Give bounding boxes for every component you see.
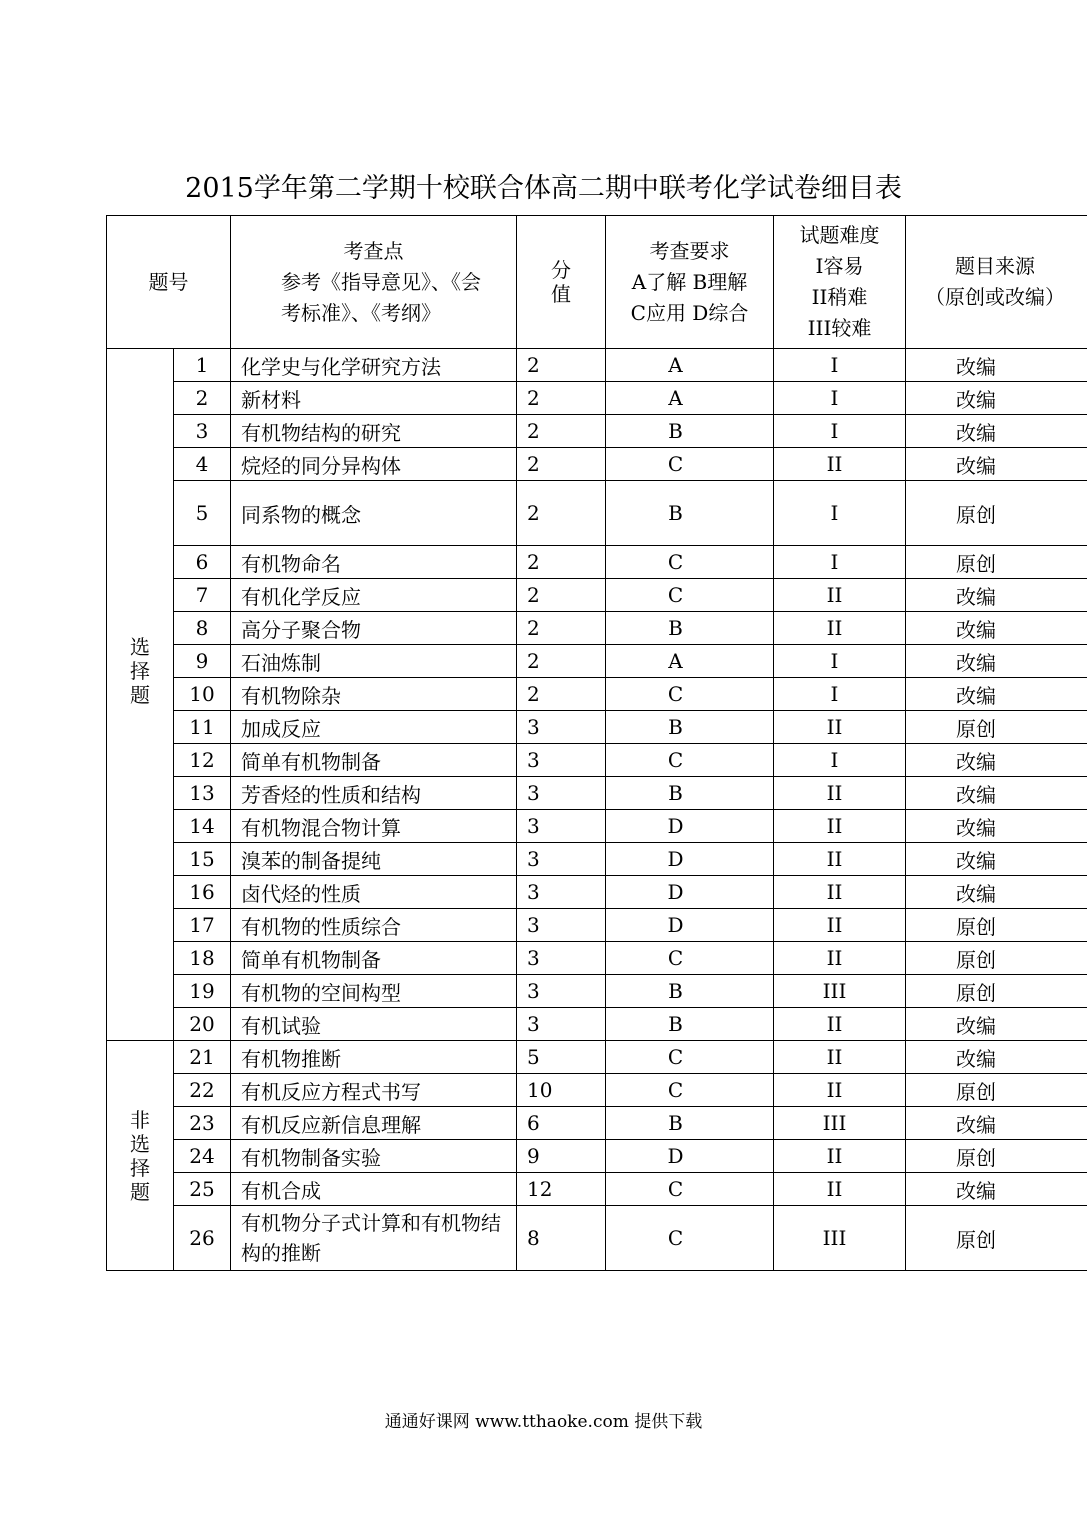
question-score: 3 — [517, 711, 606, 744]
question-source: 改编 — [906, 382, 1087, 415]
table-row — [107, 1173, 1087, 1206]
question-source: 改编 — [906, 777, 1087, 810]
question-source: 改编 — [906, 876, 1087, 909]
header-req-title: 考查要求 — [649, 238, 730, 263]
table-row — [107, 678, 1087, 711]
table-row — [107, 942, 1087, 975]
question-difficulty: III — [774, 1107, 906, 1140]
question-topic: 有机反应新信息理解 — [231, 1107, 517, 1140]
question-source: 改编 — [906, 349, 1087, 382]
question-number: 26 — [174, 1206, 231, 1271]
table-row — [107, 579, 1087, 612]
question-number: 2 — [174, 382, 231, 415]
question-requirement: D — [606, 876, 774, 909]
header-score — [517, 216, 606, 349]
question-difficulty: II — [774, 810, 906, 843]
question-topic: 烷烃的同分异构体 — [231, 448, 517, 481]
question-requirement: B — [606, 777, 774, 810]
question-requirement: D — [606, 909, 774, 942]
table-row — [107, 744, 1087, 777]
question-score: 2 — [517, 546, 606, 579]
table-row — [107, 1140, 1087, 1173]
question-score: 3 — [517, 810, 606, 843]
header-req-cd: C应用 D综合 — [630, 300, 749, 325]
question-requirement: D — [606, 843, 774, 876]
question-topic: 有机物制备实验 — [231, 1140, 517, 1173]
question-score: 2 — [517, 382, 606, 415]
table-row — [107, 349, 1087, 382]
question-number: 19 — [174, 975, 231, 1008]
question-topic: 有机试验 — [231, 1008, 517, 1041]
question-source: 原创 — [906, 975, 1087, 1008]
question-difficulty: II — [774, 1008, 906, 1041]
question-topic: 有机合成 — [231, 1173, 517, 1206]
question-source: 改编 — [906, 1008, 1087, 1041]
table-row — [107, 777, 1087, 810]
table-row — [107, 711, 1087, 744]
question-number: 11 — [174, 711, 231, 744]
question-source: 改编 — [906, 645, 1087, 678]
question-source: 原创 — [906, 1140, 1087, 1173]
question-topic: 芳香烃的性质和结构 — [231, 777, 517, 810]
question-number: 10 — [174, 678, 231, 711]
question-source: 原创 — [906, 711, 1087, 744]
question-topic: 卤代烃的性质 — [231, 876, 517, 909]
question-difficulty: III — [774, 1206, 906, 1271]
table-row — [107, 909, 1087, 942]
question-requirement: D — [606, 1140, 774, 1173]
question-topic: 有机物的空间构型 — [231, 975, 517, 1008]
header-topic-title: 考查点 — [343, 238, 404, 263]
question-topic: 简单有机物制备 — [231, 744, 517, 777]
table-row — [107, 612, 1087, 645]
question-requirement: C — [606, 1206, 774, 1271]
question-topic: 简单有机物制备 — [231, 942, 517, 975]
footer-credit: 通通好课网 www.tthaoke.com 提供下载 — [384, 1412, 703, 1432]
header-diff-easy: I容易 — [815, 254, 864, 278]
question-source: 改编 — [906, 612, 1087, 645]
header-requirement — [606, 216, 774, 349]
question-requirement: B — [606, 1008, 774, 1041]
header-src-options: （原创或改编） — [925, 285, 1065, 309]
header-topic-reference: 参考《指导意见》、《会考标准》、《考纲》 — [281, 269, 481, 325]
table-row — [107, 546, 1087, 579]
question-source: 改编 — [906, 1173, 1087, 1206]
question-requirement: C — [606, 1074, 774, 1107]
question-number: 15 — [174, 843, 231, 876]
question-topic: 新材料 — [231, 382, 517, 415]
question-score: 5 — [517, 1041, 606, 1074]
question-difficulty: II — [774, 579, 906, 612]
question-number: 4 — [174, 448, 231, 481]
question-difficulty: I — [774, 349, 906, 382]
header-diff-medium: II稍难 — [811, 285, 868, 309]
table-row — [107, 382, 1087, 415]
question-source: 改编 — [906, 415, 1087, 448]
question-score: 2 — [517, 645, 606, 678]
header-number — [107, 216, 231, 349]
question-source: 原创 — [906, 942, 1087, 975]
question-difficulty: III — [774, 975, 906, 1008]
header-number-label: 题号 — [148, 269, 189, 294]
header-req-ab: A了解 B理解 — [631, 269, 748, 294]
category-choice — [107, 349, 174, 1041]
question-number: 7 — [174, 579, 231, 612]
question-source: 改编 — [906, 810, 1087, 843]
question-score: 3 — [517, 777, 606, 810]
question-number: 14 — [174, 810, 231, 843]
question-difficulty: II — [774, 612, 906, 645]
question-score: 3 — [517, 1008, 606, 1041]
question-score: 12 — [517, 1173, 606, 1206]
question-topic: 溴苯的制备提纯 — [231, 843, 517, 876]
question-score: 3 — [517, 843, 606, 876]
question-topic: 有机物命名 — [231, 546, 517, 579]
question-number: 23 — [174, 1107, 231, 1140]
question-score: 10 — [517, 1074, 606, 1107]
question-difficulty: I — [774, 645, 906, 678]
header-src-title: 题目来源 — [955, 254, 1035, 278]
question-topic: 有机物结构的研究 — [231, 415, 517, 448]
question-topic: 有机物除杂 — [231, 678, 517, 711]
question-topic: 加成反应 — [231, 711, 517, 744]
question-number: 24 — [174, 1140, 231, 1173]
question-source: 改编 — [906, 579, 1087, 612]
question-source: 原创 — [906, 1074, 1087, 1107]
question-requirement: C — [606, 678, 774, 711]
question-score: 2 — [517, 415, 606, 448]
question-score: 3 — [517, 909, 606, 942]
table-row — [107, 843, 1087, 876]
question-topic: 有机物推断 — [231, 1041, 517, 1074]
question-number: 13 — [174, 777, 231, 810]
question-requirement: C — [606, 546, 774, 579]
question-requirement: D — [606, 810, 774, 843]
question-score: 9 — [517, 1140, 606, 1173]
question-difficulty: II — [774, 909, 906, 942]
table-header-row — [107, 216, 1087, 349]
question-requirement: B — [606, 415, 774, 448]
question-topic: 化学史与化学研究方法 — [231, 349, 517, 382]
question-requirement: B — [606, 1107, 774, 1140]
question-source: 改编 — [906, 448, 1087, 481]
question-score: 2 — [517, 481, 606, 546]
question-difficulty: II — [774, 711, 906, 744]
question-difficulty: II — [774, 876, 906, 909]
question-number: 16 — [174, 876, 231, 909]
question-score: 3 — [517, 942, 606, 975]
question-requirement: C — [606, 744, 774, 777]
header-difficulty — [774, 216, 906, 349]
question-number: 18 — [174, 942, 231, 975]
question-difficulty: II — [774, 942, 906, 975]
table-row — [107, 810, 1087, 843]
question-difficulty: I — [774, 415, 906, 448]
question-requirement: C — [606, 579, 774, 612]
question-score: 3 — [517, 876, 606, 909]
header-diff-title: 试题难度 — [799, 223, 880, 247]
question-source: 原创 — [906, 546, 1087, 579]
table-row — [107, 876, 1087, 909]
question-source: 原创 — [906, 481, 1087, 546]
question-number: 5 — [174, 481, 231, 546]
question-source: 改编 — [906, 744, 1087, 777]
question-number: 25 — [174, 1173, 231, 1206]
question-difficulty: II — [774, 1140, 906, 1173]
table-row — [107, 1074, 1087, 1107]
question-requirement: C — [606, 1173, 774, 1206]
question-requirement: B — [606, 975, 774, 1008]
category-label: 选择题 — [130, 634, 150, 707]
question-number: 20 — [174, 1008, 231, 1041]
table-row — [107, 1107, 1087, 1140]
question-difficulty: II — [774, 843, 906, 876]
category-non-choice — [107, 1041, 174, 1271]
question-requirement: C — [606, 448, 774, 481]
question-difficulty: I — [774, 481, 906, 546]
question-difficulty: II — [774, 448, 906, 481]
question-source: 改编 — [906, 1041, 1087, 1074]
question-requirement: A — [606, 382, 774, 415]
question-difficulty: I — [774, 546, 906, 579]
question-difficulty: I — [774, 678, 906, 711]
question-requirement: C — [606, 942, 774, 975]
question-requirement: A — [606, 645, 774, 678]
question-requirement: C — [606, 1041, 774, 1074]
question-score: 2 — [517, 349, 606, 382]
header-topic — [231, 216, 517, 349]
question-number: 8 — [174, 612, 231, 645]
question-number: 17 — [174, 909, 231, 942]
question-difficulty: II — [774, 1074, 906, 1107]
question-number: 3 — [174, 415, 231, 448]
table-row — [107, 645, 1087, 678]
question-topic: 有机物分子式计算和有机物结构的推断 — [231, 1206, 517, 1271]
table-row — [107, 415, 1087, 448]
question-difficulty: I — [774, 382, 906, 415]
question-source: 改编 — [906, 1107, 1087, 1140]
question-source: 改编 — [906, 843, 1087, 876]
question-difficulty: II — [774, 777, 906, 810]
question-number: 6 — [174, 546, 231, 579]
document-title: 2015学年第二学期十校联合体高二期中联考化学试卷细目表 — [185, 173, 902, 204]
header-source — [906, 216, 1087, 349]
question-score: 3 — [517, 744, 606, 777]
category-label: 非选择题 — [130, 1107, 150, 1204]
question-score: 2 — [517, 678, 606, 711]
question-requirement: B — [606, 612, 774, 645]
table-row — [107, 1041, 1087, 1074]
question-source: 改编 — [906, 678, 1087, 711]
question-requirement: B — [606, 481, 774, 546]
question-score: 3 — [517, 975, 606, 1008]
question-difficulty: II — [774, 1173, 906, 1206]
question-number: 9 — [174, 645, 231, 678]
table-row — [107, 1206, 1087, 1271]
question-score: 2 — [517, 612, 606, 645]
question-number: 21 — [174, 1041, 231, 1074]
question-topic: 石油炼制 — [231, 645, 517, 678]
question-topic: 有机反应方程式书写 — [231, 1074, 517, 1107]
question-score: 2 — [517, 448, 606, 481]
question-number: 22 — [174, 1074, 231, 1107]
question-number: 1 — [174, 349, 231, 382]
table-row — [107, 481, 1087, 546]
table-row — [107, 1008, 1087, 1041]
question-difficulty: II — [774, 1041, 906, 1074]
question-requirement: B — [606, 711, 774, 744]
question-topic: 同系物的概念 — [231, 481, 517, 546]
question-number: 12 — [174, 744, 231, 777]
question-requirement: A — [606, 349, 774, 382]
header-score-label: 分值 — [551, 258, 571, 306]
table-row — [107, 975, 1087, 1008]
question-difficulty: I — [774, 744, 906, 777]
table-row — [107, 448, 1087, 481]
question-topic: 有机物混合物计算 — [231, 810, 517, 843]
question-topic: 有机化学反应 — [231, 579, 517, 612]
question-topic: 有机物的性质综合 — [231, 909, 517, 942]
exam-detail-table — [106, 215, 1087, 1271]
question-source: 原创 — [906, 909, 1087, 942]
question-topic: 高分子聚合物 — [231, 612, 517, 645]
question-score: 2 — [517, 579, 606, 612]
header-diff-hard: III较难 — [807, 316, 872, 340]
question-score: 8 — [517, 1206, 606, 1271]
question-source: 原创 — [906, 1206, 1087, 1271]
question-score: 6 — [517, 1107, 606, 1140]
